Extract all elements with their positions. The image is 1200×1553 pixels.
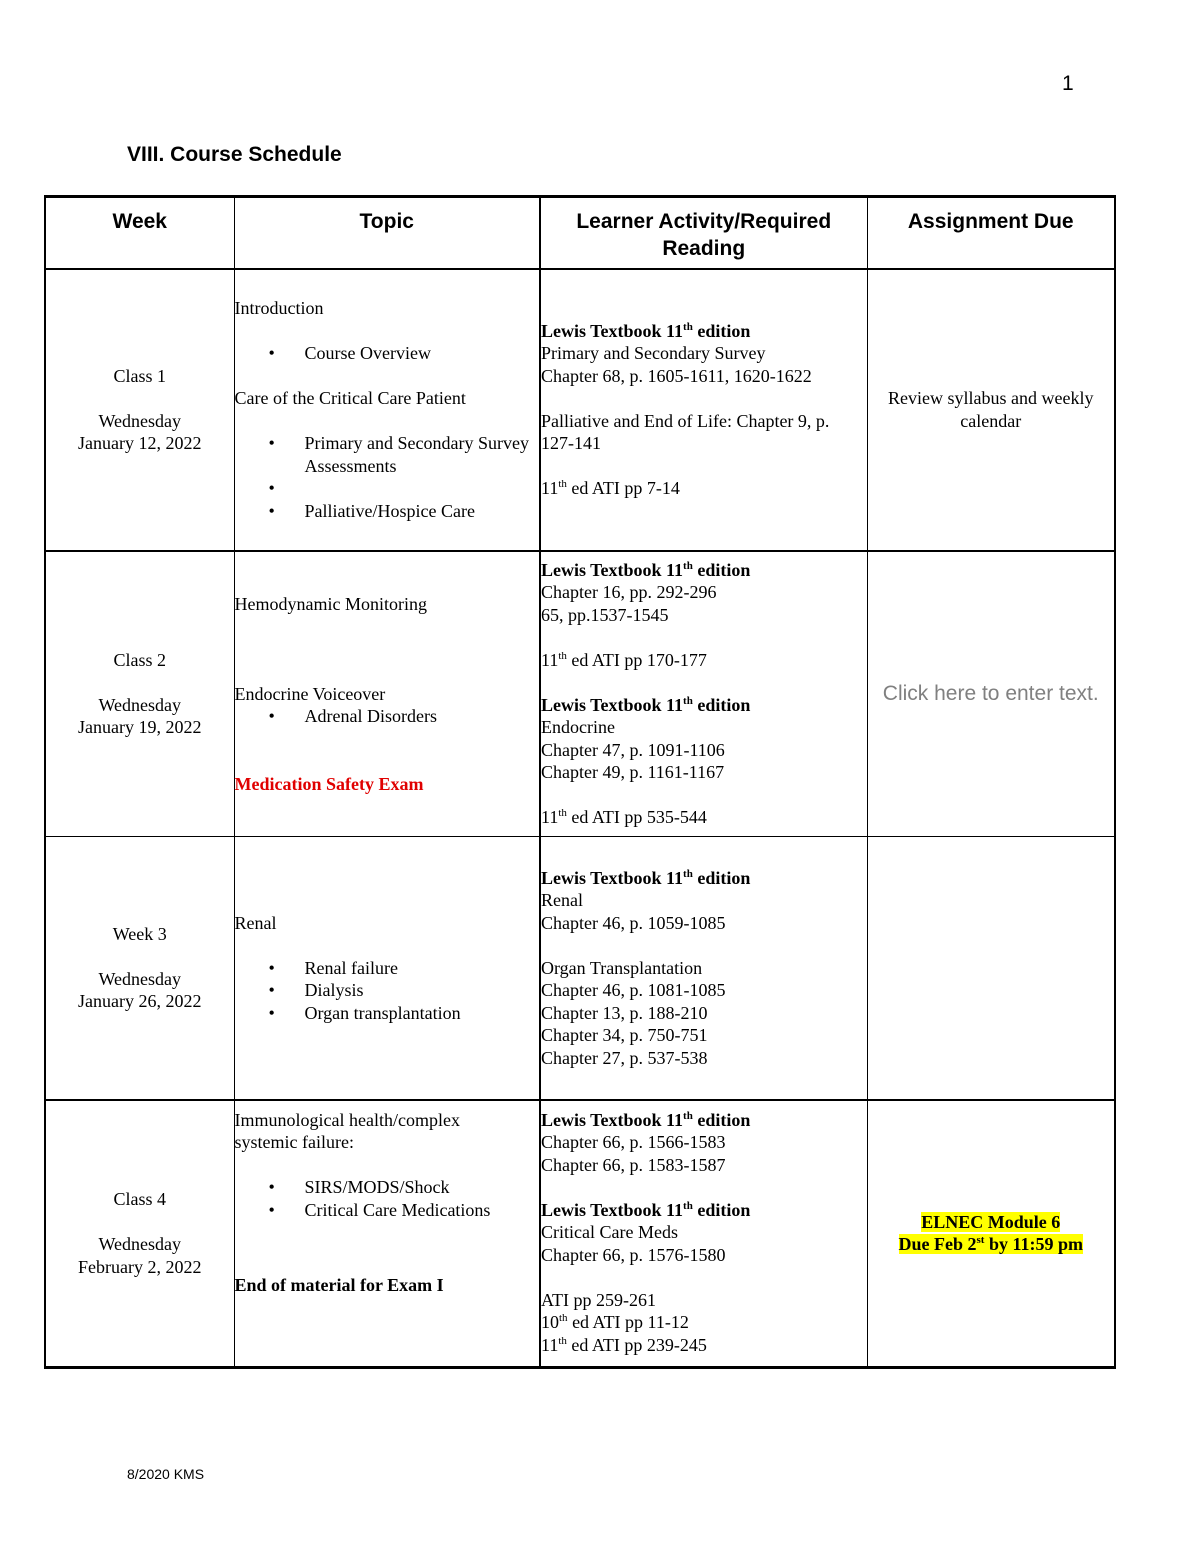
- week-date: January 12, 2022: [78, 433, 202, 453]
- list-item: • Adrenal Disorders: [235, 705, 540, 728]
- week-label: Class 1: [113, 365, 166, 386]
- table-header-row: [45, 197, 1115, 269]
- activity-cell: [540, 551, 867, 837]
- list-item: • Palliative/Hospice Care: [235, 500, 540, 523]
- assignment-placeholder-field[interactable]: Click here to enter text.: [882, 681, 1099, 705]
- table-row: [45, 269, 1115, 551]
- week-label: Week 3: [112, 923, 167, 944]
- reading-line: Chapter 34, p. 750-751: [541, 1025, 708, 1045]
- table-row: [45, 1100, 1115, 1368]
- ati-reading: 11th ed ATI pp 7-14: [541, 478, 680, 498]
- header-week: Week: [45, 197, 234, 269]
- assignment-cell: [867, 1100, 1115, 1368]
- week-cell: [45, 1100, 234, 1368]
- textbook-title: Lewis Textbook 11th edition: [541, 1109, 751, 1130]
- page-number: 1: [1062, 72, 1074, 95]
- header-topic: Topic: [234, 197, 540, 269]
- reading-line: Chapter 46, p. 1059-1085: [541, 912, 726, 933]
- assignment-highlight: ELNEC Module 6: [921, 1211, 1061, 1232]
- reading-line: Chapter 13, p. 188-210: [541, 1002, 708, 1023]
- header-assignment: Assignment Due: [867, 197, 1115, 269]
- ati-reading: 11th ed ATI pp 535-544: [541, 807, 707, 828]
- topic-bullet-list: [235, 705, 540, 728]
- assignment-text: Review syllabus and weekly calendar: [888, 388, 1094, 431]
- exam-label: Medication Safety Exam: [234, 773, 424, 794]
- week-day: Wednesday: [98, 410, 182, 431]
- table-row: [45, 551, 1115, 837]
- activity-cell: [540, 1100, 867, 1368]
- topic-heading: Introduction: [234, 298, 324, 318]
- reading-line: Chapter 66, p. 1583-1587: [541, 1154, 726, 1175]
- activity-cell: [540, 837, 867, 1100]
- week-date: January 26, 2022: [78, 991, 202, 1012]
- activity-cell: [540, 269, 867, 551]
- reading-line: Endocrine: [541, 717, 615, 738]
- assignment-highlight: Due Feb 2st by 11:59 pm: [898, 1234, 1083, 1255]
- week-cell: [45, 551, 234, 837]
- reading-line: Chapter 66, p. 1566-1583: [541, 1132, 726, 1152]
- textbook-title: Lewis Textbook 11th edition: [541, 867, 751, 888]
- footer-text: 8/2020 KMS: [127, 1466, 205, 1482]
- reading-line: Chapter 47, p. 1091-1106: [541, 739, 725, 760]
- reading-line: Chapter 66, p. 1576-1580: [541, 1244, 726, 1265]
- textbook-title: Lewis Textbook 11th edition: [541, 320, 751, 341]
- list-item: • Critical Care Medications: [235, 1199, 540, 1222]
- header-activity: Learner Activity/Required Reading: [540, 197, 867, 269]
- assignment-cell[interactable]: [867, 551, 1115, 837]
- table-row: [45, 837, 1115, 1100]
- reading-line: Renal: [541, 890, 583, 910]
- ati-reading: 10th ed ATI pp 11-12: [541, 1312, 689, 1332]
- topic-heading: Hemodynamic Monitoring: [234, 593, 427, 614]
- week-day: Wednesday: [98, 1234, 182, 1255]
- assignment-cell: [867, 837, 1115, 1100]
- ati-reading: 11th ed ATI pp 239-245: [541, 1334, 707, 1355]
- section-title: VIII. Course Schedule: [127, 143, 342, 166]
- reading-line: Chapter 46, p. 1081-1085: [541, 980, 726, 1000]
- topic-heading: Immunological health/complex systemic failure:: [234, 1109, 460, 1152]
- list-item: • Course Overview: [235, 342, 540, 365]
- list-item: • Primary and Secondary Survey Assessments: [235, 432, 540, 477]
- reading-line: Palliative and End of Life: Chapter 9, p. 127-141: [541, 410, 830, 453]
- reading-line: 65, pp.1537-1545: [541, 604, 669, 625]
- list-item: • Renal failure: [235, 957, 540, 980]
- topic-cell: [234, 269, 540, 551]
- week-date: February 2, 2022: [78, 1256, 202, 1277]
- list-item: • SIRS/MODS/Shock: [235, 1176, 540, 1199]
- week-cell: [45, 837, 234, 1100]
- topic-bullet-list: [235, 1176, 540, 1221]
- topic-cell: [234, 551, 540, 837]
- topic-heading: Care of the Critical Care Patient: [234, 388, 466, 408]
- assignment-text: [868, 1211, 1115, 1234]
- week-day: Wednesday: [98, 968, 182, 989]
- list-item: • Dialysis: [235, 979, 540, 1002]
- reading-line: Critical Care Meds: [541, 1222, 678, 1242]
- week-cell: [45, 269, 234, 551]
- textbook-title: Lewis Textbook 11th edition: [541, 1199, 751, 1220]
- week-label: Class 2: [113, 649, 166, 670]
- assignment-due: [868, 1233, 1115, 1256]
- week-date: January 19, 2022: [78, 717, 202, 738]
- reading-line: Organ Transplantation: [541, 957, 703, 978]
- reading-line: ATI pp 259-261: [541, 1289, 656, 1310]
- reading-line: Chapter 68, p. 1605-1611, 1620-1622: [541, 365, 812, 386]
- reading-line: Chapter 49, p. 1161-1167: [541, 762, 725, 783]
- textbook-title: Lewis Textbook 11th edition: [541, 694, 751, 715]
- textbook-title: Lewis Textbook 11th edition: [541, 559, 751, 580]
- assignment-cell: [867, 269, 1115, 551]
- reading-line: Primary and Secondary Survey: [541, 343, 766, 363]
- topic-bullet-list: [235, 342, 540, 365]
- week-day: Wednesday: [98, 694, 182, 715]
- topic-bullet-list: [235, 432, 540, 522]
- reading-line: Chapter 27, p. 537-538: [541, 1047, 708, 1068]
- exam-boundary-label: End of material for Exam I: [234, 1275, 444, 1295]
- reading-line: Chapter 16, pp. 292-296: [541, 582, 717, 603]
- topic-cell: [234, 1100, 540, 1368]
- ati-reading: 11th ed ATI pp 170-177: [541, 649, 707, 670]
- topic-bullet-list: [235, 957, 540, 1025]
- topic-heading: Renal: [234, 912, 277, 933]
- list-item: • Organ transplantation: [235, 1002, 540, 1025]
- course-schedule-table: [44, 195, 1116, 1369]
- week-label: Class 4: [113, 1189, 166, 1210]
- topic-heading: Endocrine Voiceover: [234, 683, 386, 704]
- topic-cell: [234, 837, 540, 1100]
